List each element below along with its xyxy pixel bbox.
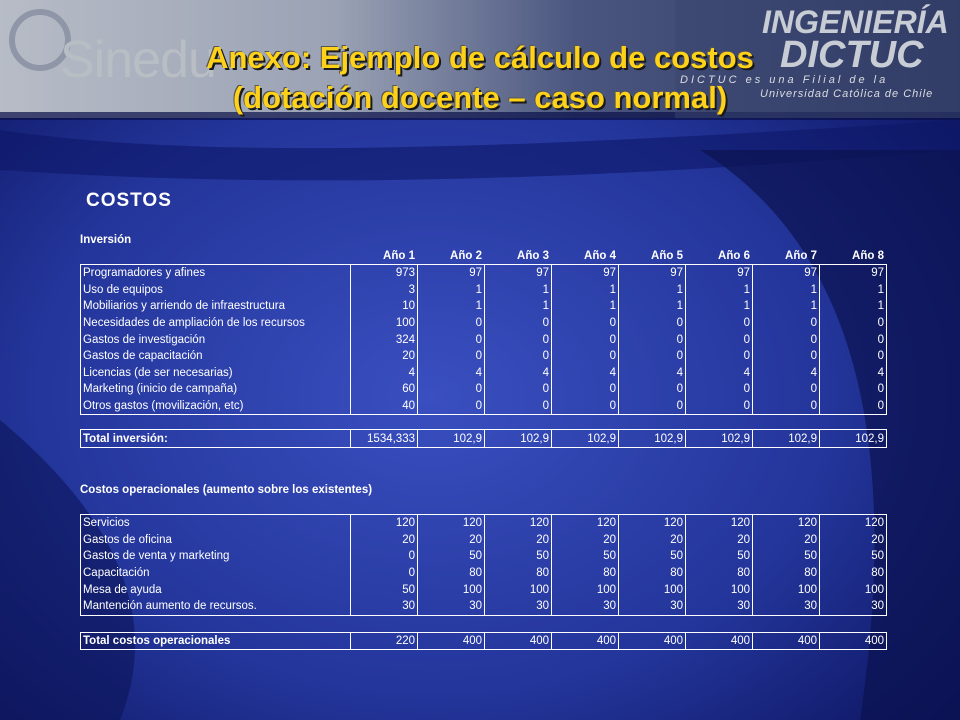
- value-cell: 4: [619, 365, 686, 382]
- row-label: Gastos de venta y marketing: [81, 548, 351, 565]
- year-header: Año 5: [651, 250, 683, 262]
- value-cell: 4: [485, 365, 552, 382]
- table-row: [81, 331, 887, 348]
- value-cell: 1534,333: [351, 430, 418, 448]
- table-row: [81, 548, 887, 565]
- value-cell: 120: [351, 514, 418, 531]
- value-cell: 0: [820, 348, 887, 365]
- value-cell: 0: [820, 398, 887, 415]
- value-cell: 0: [619, 315, 686, 332]
- value-cell: 50: [552, 548, 619, 565]
- year-header: Año 3: [517, 250, 549, 262]
- value-cell: 0: [552, 331, 619, 348]
- operacionales-table: [80, 514, 887, 616]
- value-cell: 1: [619, 298, 686, 315]
- dictuc-logo: DICTUC: [780, 34, 924, 76]
- value-cell: 120: [820, 514, 887, 531]
- year-header: Año 8: [852, 250, 884, 262]
- value-cell: 30: [351, 598, 418, 615]
- value-cell: 120: [418, 514, 485, 531]
- value-cell: 0: [686, 381, 753, 398]
- value-cell: 400: [418, 632, 485, 650]
- value-cell: 97: [552, 265, 619, 282]
- value-cell: 30: [485, 598, 552, 615]
- year-header: Año 4: [584, 250, 616, 262]
- row-label: Uso de equipos: [81, 282, 351, 299]
- value-cell: 100: [619, 581, 686, 598]
- value-cell: 1: [686, 298, 753, 315]
- row-label: Gastos de oficina: [81, 532, 351, 549]
- value-cell: 80: [686, 565, 753, 582]
- value-cell: 80: [418, 565, 485, 582]
- table-row: [81, 381, 887, 398]
- value-cell: 100: [485, 581, 552, 598]
- value-cell: 0: [686, 331, 753, 348]
- row-label: Mobiliarios y arriendo de infraestructura: [81, 298, 351, 315]
- value-cell: 120: [753, 514, 820, 531]
- value-cell: 400: [753, 632, 820, 650]
- year-header: Año 1: [383, 250, 415, 262]
- value-cell: 0: [485, 348, 552, 365]
- inversion-table: [80, 264, 887, 415]
- row-label: Mesa de ayuda: [81, 581, 351, 598]
- value-cell: 400: [686, 632, 753, 650]
- row-label: Otros gastos (movilización, etc): [81, 398, 351, 415]
- value-cell: 50: [619, 548, 686, 565]
- value-cell: 1: [820, 282, 887, 299]
- value-cell: 400: [619, 632, 686, 650]
- value-cell: 100: [552, 581, 619, 598]
- value-cell: 0: [485, 315, 552, 332]
- value-cell: 0: [418, 398, 485, 415]
- value-cell: 20: [552, 532, 619, 549]
- value-cell: 1: [418, 298, 485, 315]
- value-cell: 60: [351, 381, 418, 398]
- value-cell: 0: [485, 398, 552, 415]
- value-cell: 80: [485, 565, 552, 582]
- value-cell: 1: [753, 282, 820, 299]
- table-row: [81, 532, 887, 549]
- table-row: [81, 430, 887, 448]
- value-cell: 50: [820, 548, 887, 565]
- value-cell: 30: [820, 598, 887, 615]
- value-cell: 102,9: [485, 430, 552, 448]
- value-cell: 100: [753, 581, 820, 598]
- row-label: Necesidades de ampliación de los recursos: [81, 315, 351, 332]
- value-cell: 30: [753, 598, 820, 615]
- value-cell: 0: [820, 315, 887, 332]
- value-cell: 30: [418, 598, 485, 615]
- value-cell: 0: [820, 331, 887, 348]
- value-cell: 40: [351, 398, 418, 415]
- value-cell: 0: [418, 381, 485, 398]
- years-header: [80, 248, 886, 264]
- total-inversion-table: [80, 429, 887, 448]
- value-cell: 0: [485, 381, 552, 398]
- table-row: [81, 581, 887, 598]
- value-cell: 0: [686, 348, 753, 365]
- value-cell: 100: [418, 581, 485, 598]
- sinedu-logo: Sinedu: [60, 31, 216, 89]
- value-cell: 0: [753, 348, 820, 365]
- value-cell: 20: [686, 532, 753, 549]
- total-operacionales-table: [80, 632, 887, 651]
- row-label: Licencias (de ser necesarias): [81, 365, 351, 382]
- cost-spreadsheet: [80, 232, 886, 650]
- value-cell: 97: [753, 265, 820, 282]
- table-row: [81, 315, 887, 332]
- value-cell: 0: [820, 381, 887, 398]
- value-cell: 30: [552, 598, 619, 615]
- value-cell: 80: [552, 565, 619, 582]
- row-label: Mantención aumento de recursos.: [81, 598, 351, 615]
- value-cell: 0: [619, 381, 686, 398]
- value-cell: 220: [351, 632, 418, 650]
- value-cell: 20: [820, 532, 887, 549]
- row-label: Gastos de capacitación: [81, 348, 351, 365]
- dictuc-subtitle-2: Universidad Católica de Chile: [760, 88, 934, 100]
- value-cell: 400: [552, 632, 619, 650]
- value-cell: 0: [552, 348, 619, 365]
- slide-title-line1: Anexo: Ejemplo de cálculo de costos: [206, 40, 754, 75]
- table-row: [81, 398, 887, 415]
- value-cell: 20: [619, 532, 686, 549]
- value-cell: 30: [619, 598, 686, 615]
- table-row: [81, 565, 887, 582]
- value-cell: 0: [753, 381, 820, 398]
- year-header: Año 2: [450, 250, 482, 262]
- value-cell: 80: [619, 565, 686, 582]
- value-cell: 1: [820, 298, 887, 315]
- row-label: Servicios: [81, 514, 351, 531]
- value-cell: 20: [753, 532, 820, 549]
- value-cell: 50: [485, 548, 552, 565]
- table-row: [81, 298, 887, 315]
- value-cell: 100: [351, 315, 418, 332]
- value-cell: 20: [418, 532, 485, 549]
- table-row: [81, 282, 887, 299]
- slide-title-line2: (dotación docente – caso normal): [232, 80, 728, 115]
- value-cell: 102,9: [686, 430, 753, 448]
- value-cell: 0: [619, 331, 686, 348]
- value-cell: 97: [485, 265, 552, 282]
- table-row: [81, 598, 887, 615]
- value-cell: 1: [552, 298, 619, 315]
- ingenieria-logo: INGENIERÍA: [762, 4, 949, 40]
- value-cell: 100: [686, 581, 753, 598]
- year-header: Año 7: [785, 250, 817, 262]
- row-label: Programadores y afines: [81, 265, 351, 282]
- value-cell: 4: [820, 365, 887, 382]
- value-cell: 50: [686, 548, 753, 565]
- row-label: Capacitación: [81, 565, 351, 582]
- value-cell: 102,9: [552, 430, 619, 448]
- value-cell: 10: [351, 298, 418, 315]
- value-cell: 102,9: [619, 430, 686, 448]
- value-cell: 0: [619, 398, 686, 415]
- value-cell: 120: [619, 514, 686, 531]
- value-cell: 0: [753, 315, 820, 332]
- value-cell: 3: [351, 282, 418, 299]
- inversion-label: Inversión: [80, 234, 132, 246]
- value-cell: 80: [820, 565, 887, 582]
- value-cell: 973: [351, 265, 418, 282]
- year-header: Año 6: [718, 250, 750, 262]
- table-row: [81, 632, 887, 650]
- value-cell: 97: [619, 265, 686, 282]
- value-cell: 400: [485, 632, 552, 650]
- table-row: [81, 514, 887, 531]
- value-cell: 50: [418, 548, 485, 565]
- value-cell: 0: [351, 548, 418, 565]
- value-cell: 102,9: [418, 430, 485, 448]
- value-cell: 102,9: [820, 430, 887, 448]
- value-cell: 30: [686, 598, 753, 615]
- value-cell: 0: [686, 315, 753, 332]
- value-cell: 4: [686, 365, 753, 382]
- value-cell: 50: [351, 581, 418, 598]
- value-cell: 4: [552, 365, 619, 382]
- value-cell: 80: [753, 565, 820, 582]
- value-cell: 4: [351, 365, 418, 382]
- value-cell: 0: [552, 381, 619, 398]
- row-label: Gastos de investigación: [81, 331, 351, 348]
- value-cell: 0: [753, 398, 820, 415]
- table-row: [81, 265, 887, 282]
- table-row: [81, 348, 887, 365]
- value-cell: 120: [485, 514, 552, 531]
- value-cell: 400: [820, 632, 887, 650]
- value-cell: 20: [351, 348, 418, 365]
- value-cell: 0: [552, 398, 619, 415]
- value-cell: 1: [753, 298, 820, 315]
- value-cell: 0: [351, 565, 418, 582]
- value-cell: 1: [485, 298, 552, 315]
- value-cell: 20: [351, 532, 418, 549]
- value-cell: 0: [686, 398, 753, 415]
- table-row: [81, 365, 887, 382]
- value-cell: 0: [418, 331, 485, 348]
- value-cell: 97: [418, 265, 485, 282]
- value-cell: 120: [552, 514, 619, 531]
- section-title: COSTOS: [86, 190, 172, 211]
- value-cell: 1: [418, 282, 485, 299]
- value-cell: 1: [552, 282, 619, 299]
- value-cell: 0: [418, 348, 485, 365]
- value-cell: 120: [686, 514, 753, 531]
- value-cell: 0: [485, 331, 552, 348]
- row-label: Marketing (inicio de campaña): [81, 381, 351, 398]
- value-cell: 20: [485, 532, 552, 549]
- value-cell: 324: [351, 331, 418, 348]
- value-cell: 100: [820, 581, 887, 598]
- value-cell: 97: [686, 265, 753, 282]
- value-cell: 1: [619, 282, 686, 299]
- value-cell: 0: [552, 315, 619, 332]
- value-cell: 4: [753, 365, 820, 382]
- value-cell: 1: [485, 282, 552, 299]
- value-cell: 4: [418, 365, 485, 382]
- value-cell: 0: [619, 348, 686, 365]
- row-label: Total inversión:: [81, 430, 351, 448]
- value-cell: 0: [753, 331, 820, 348]
- value-cell: 1: [686, 282, 753, 299]
- value-cell: 102,9: [753, 430, 820, 448]
- operacionales-label: Costos operacionales (aumento sobre los existentes): [80, 483, 373, 496]
- value-cell: 0: [418, 315, 485, 332]
- value-cell: 97: [820, 265, 887, 282]
- row-label: Total costos operacionales: [81, 632, 351, 650]
- dictuc-subtitle-1: DICTUC es una Filial de la: [680, 74, 889, 86]
- value-cell: 50: [753, 548, 820, 565]
